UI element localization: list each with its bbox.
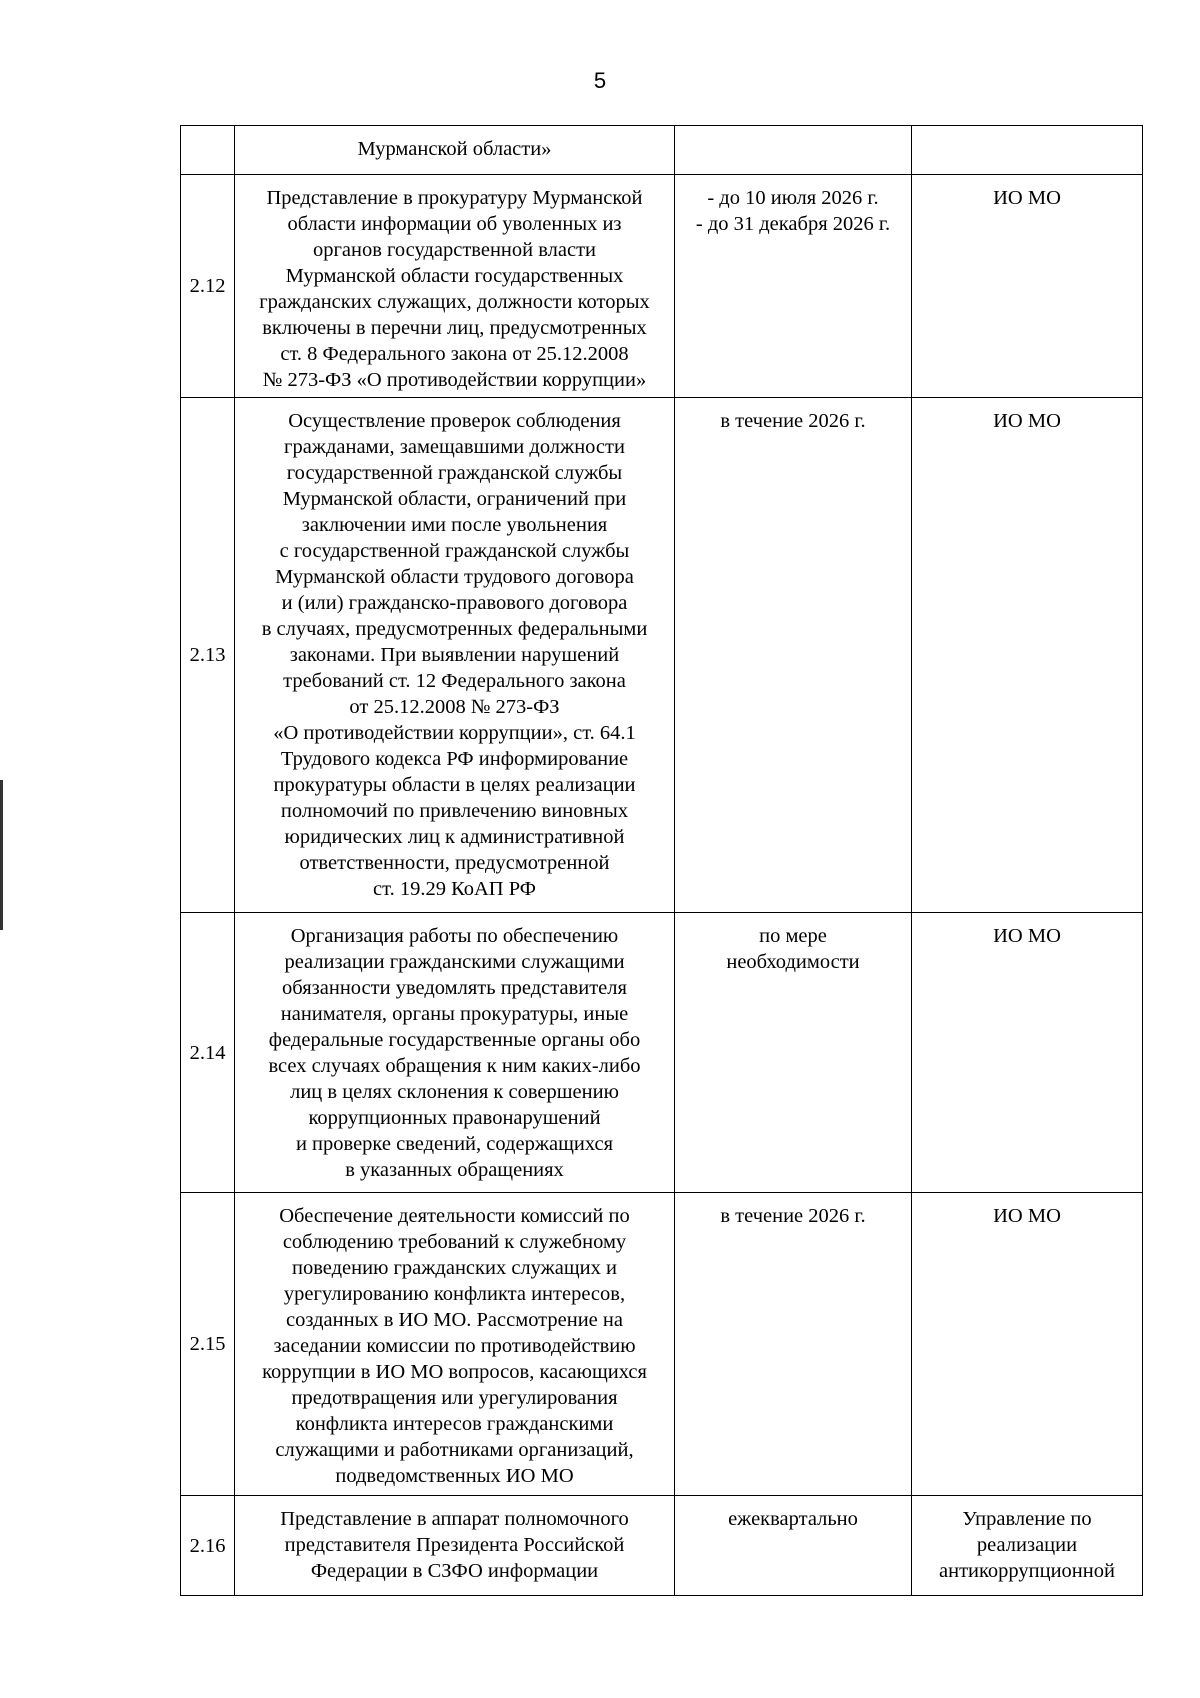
activity-line: Мурманской области государственных — [285, 265, 624, 287]
term-line: - до 10 июля 2026 г. — [707, 187, 879, 209]
activity-line: с государственной гражданской службы — [279, 540, 630, 562]
activity-line: юридических лиц к административной — [284, 826, 625, 848]
responsible-cell — [912, 126, 1143, 175]
activity-line: урегулированию конфликта интересов, — [283, 1283, 626, 1305]
row-number-cell: 2.14 — [181, 913, 235, 1193]
activity-line: предотвращения или урегулирования — [291, 1387, 618, 1409]
term-line: - до 31 декабря 2026 г. — [695, 213, 891, 235]
activity-line: заключении ими после увольнения — [301, 514, 608, 536]
activity-line: полномочий по привлечению виновных — [280, 800, 629, 822]
measures-table — [180, 125, 1143, 1596]
term-cell — [675, 175, 912, 398]
table-row — [181, 398, 1143, 913]
term-line: ежеквартально — [728, 1508, 858, 1530]
activity-line: ст. 19.29 КоАП РФ — [373, 878, 536, 900]
activity-line: от 25.12.2008 № 273-ФЗ — [349, 696, 560, 718]
activity-line: государственной гражданской службы — [286, 462, 623, 484]
activity-line: и проверке сведений, содержащихся — [295, 1133, 614, 1155]
term-line: в течение 2026 г. — [720, 1205, 866, 1227]
table-row — [181, 913, 1143, 1193]
table-row — [181, 1193, 1143, 1496]
activity-line: «О противодействии коррупции», ст. 64.1 — [273, 722, 636, 744]
table-row-continuation — [181, 126, 1143, 175]
activity-line: в указанных обращениях — [345, 1159, 564, 1181]
table-row — [181, 175, 1143, 398]
activity-line: всех случаях обращения к ним каких-либо — [268, 1055, 641, 1077]
row-number-cell: 2.16 — [181, 1496, 235, 1596]
responsible-cell — [912, 913, 1143, 1193]
term-line: в течение 2026 г. — [720, 410, 866, 432]
activity-line: Организация работы по обеспечению — [290, 925, 619, 947]
term-cell — [675, 1496, 912, 1596]
activity-line: поведению гражданских служащих и — [291, 1257, 618, 1279]
activity-line: включены в перечни лиц, предусмотренных — [262, 317, 647, 339]
page-number: 5 — [593, 68, 607, 93]
activity-line: Трудового кодекса РФ информирование — [280, 748, 629, 770]
scan-edge-mark — [0, 780, 3, 930]
row-number-cell: 2.15 — [181, 1193, 235, 1496]
activity-cell — [235, 398, 675, 913]
activity-line: Мурманской области трудового договора — [275, 566, 634, 588]
activity-line: Обеспечение деятельности комиссий по — [279, 1205, 630, 1227]
activity-line: Федерации в СЗФО информации — [310, 1560, 599, 1582]
term-cell — [675, 913, 912, 1193]
activity-line: федеральные государственные органы обо — [268, 1029, 641, 1051]
row-number-cell: 2.12 — [181, 175, 235, 398]
row-number-cell — [181, 126, 235, 175]
responsible-line: реализации — [976, 1534, 1078, 1556]
activity-line: подведомственных ИО МО — [335, 1465, 574, 1487]
activity-cell — [235, 1496, 675, 1596]
term-cell — [675, 1193, 912, 1496]
activity-line: представителя Президента Российской — [284, 1534, 625, 1556]
responsible-cell — [912, 175, 1143, 398]
responsible-line: Управление по — [962, 1508, 1092, 1530]
responsible-line: ИО МО — [993, 1205, 1061, 1227]
responsible-cell — [912, 398, 1143, 913]
row-number-cell: 2.13 — [181, 398, 235, 913]
activity-line: № 273-ФЗ «О противодействии коррупции» — [262, 369, 647, 391]
responsible-line: антикоррупционной — [939, 1560, 1115, 1582]
activity-cell — [235, 1193, 675, 1496]
activity-line: гражданами, замещавшими должности — [284, 436, 625, 458]
activity-cell — [235, 175, 675, 398]
activity-line: обязанности уведомлять представителя — [282, 977, 627, 999]
activity-cell — [235, 913, 675, 1193]
activity-line: коррупции в ИО МО вопросов, касающихся — [262, 1361, 647, 1383]
activity-line: ответственности, предусмотренной — [299, 852, 610, 874]
activity-line: Осуществление проверок соблюдения — [288, 410, 621, 432]
term-cell — [675, 126, 912, 175]
activity-cell — [235, 126, 675, 175]
activity-line: Представление в аппарат полномочного — [280, 1508, 629, 1530]
activity-line: нанимателя, органы прокуратуры, иные — [280, 1003, 629, 1025]
activity-line: требований ст. 12 Федерального закона — [283, 670, 626, 692]
activity-line: ст. 8 Федерального закона от 25.12.2008 — [280, 343, 629, 365]
activity-line: соблюдению требований к служебному — [282, 1231, 627, 1253]
activity-line: органов государственной власти — [312, 239, 597, 261]
activity-line: и (или) гражданско-правового договора — [281, 592, 628, 614]
activity-line: Представление в прокуратуру Мурманской — [266, 187, 643, 209]
activity-line: в случаях, предусмотренных федеральными — [261, 618, 648, 640]
activity-line: законами. При выявлении нарушений — [289, 644, 620, 666]
activity-line: области информации об уволенных из — [287, 213, 622, 235]
activity-line: Мурманской области, ограничений при — [282, 488, 627, 510]
activity-line: Мурманской области» — [357, 138, 552, 160]
responsible-line: ИО МО — [993, 410, 1061, 432]
term-cell — [675, 398, 912, 913]
responsible-cell — [912, 1193, 1143, 1496]
activity-line: созданных в ИО МО. Рассмотрение на — [286, 1309, 623, 1331]
activity-line: заседании комиссии по противодействию — [273, 1335, 636, 1357]
responsible-cell — [912, 1496, 1143, 1596]
activity-line: коррупционных правонарушений — [308, 1107, 601, 1129]
responsible-line: ИО МО — [993, 187, 1061, 209]
term-line: необходимости — [726, 951, 860, 973]
activity-line: реализации гражданскими служащими — [284, 951, 625, 973]
table-row — [181, 1496, 1143, 1596]
activity-line: лиц в целях склонения к совершению — [290, 1081, 619, 1103]
term-line: по мере — [759, 925, 827, 947]
responsible-line: ИО МО — [993, 925, 1061, 947]
activity-line: гражданских служащих, должности которых — [259, 291, 650, 313]
activity-line: прокуратуры области в целях реализации — [273, 774, 636, 796]
activity-line: конфликта интересов гражданскими — [295, 1413, 614, 1435]
activity-line: служащими и работниками организаций, — [275, 1439, 634, 1461]
